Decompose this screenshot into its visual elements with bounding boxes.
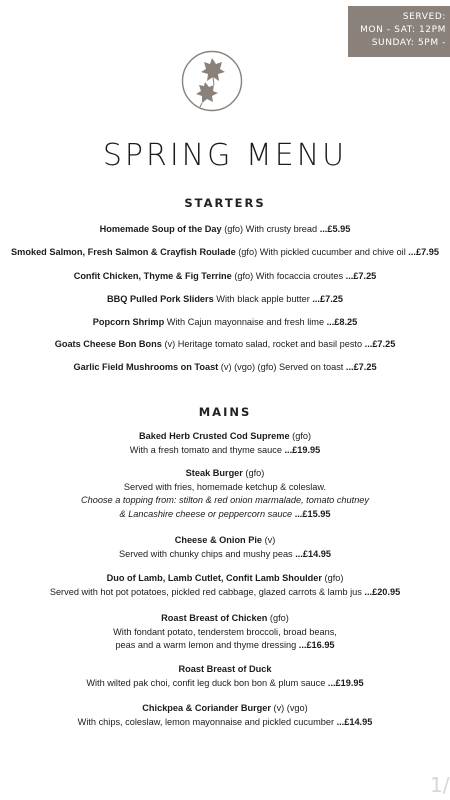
main-item-name [0, 534, 450, 547]
main-item-description [0, 716, 450, 729]
dish-description: Choose a topping from: stilton & red onion marmalade, tomato chutney [80, 495, 370, 505]
main-item-name [0, 702, 450, 715]
dish-description: & Lancashire cheese or peppercorn sauce [119, 508, 295, 519]
dish-description: With Cajun mayonnaise and fresh lime [166, 317, 327, 327]
dish-price: ...£7.25 [312, 294, 343, 304]
dish-name: Cheese & Onion Pie [174, 535, 263, 545]
dish-name: Duo of Lamb, Lamb Cutlet, Confit Lamb Shoulder [106, 573, 322, 583]
dietary-tags: (v) (vgo) [270, 703, 308, 713]
dish-price: ...£19.95 [284, 444, 321, 455]
dish-description: Served with fries, homemade ketchup & coleslaw. [123, 481, 327, 492]
dish-price: ...£16.95 [298, 640, 335, 650]
dish-description: With black apple butter [216, 294, 313, 304]
dish-description: With crusty bread [245, 224, 320, 234]
main-item-name [0, 467, 450, 480]
starter-item [0, 316, 450, 329]
starters-heading: STARTERS [184, 196, 266, 210]
dish-description: With fondant potato, tenderstem broccoli, broad beans, [113, 626, 337, 637]
dish-description: Served with chunky chips and mushy peas [119, 548, 296, 559]
starter-item [0, 293, 450, 306]
dish-price: ...£15.95 [294, 508, 331, 519]
dish-description: With a fresh tomato and thyme sauce [129, 444, 285, 455]
dietary-tags: (gfo) [321, 573, 344, 583]
dish-name: Chickpea & Coriander Burger [142, 703, 271, 713]
dish-price: ...£7.25 [345, 362, 377, 372]
dish-name: Homemade Soup of the Day [99, 224, 222, 234]
dish-name: Goats Cheese Bon Bons [54, 339, 162, 349]
dish-price: ...£7.25 [345, 271, 377, 281]
dish-price: ...£7.95 [408, 247, 439, 257]
dish-name: Baked Herb Crusted Cod Supreme [138, 431, 290, 441]
menu-title: SPRING MENU [102, 138, 348, 173]
main-item-description [0, 481, 450, 494]
served-weekday-hours: MON - SAT: 12PM [360, 25, 446, 35]
main-item-description [0, 494, 450, 507]
dish-description: With focaccia croutes [255, 271, 346, 281]
starter-item [0, 338, 450, 351]
dish-description: With chips, coleslaw, lemon mayonnaise and pickled cucumber [77, 716, 337, 727]
main-item-description [0, 548, 450, 561]
dish-name: Smoked Salmon, Fresh Salmon & Crayfish Roulade [11, 247, 236, 257]
dish-price: ...£8.25 [326, 317, 358, 327]
dish-price: ...£19.95 [327, 677, 364, 688]
dish-name: Confit Chicken, Thyme & Fig Terrine [73, 271, 232, 281]
starter-item [0, 270, 450, 283]
served-hours-box [348, 6, 450, 57]
dietary-tags: (gfo) [221, 224, 246, 234]
dish-description: Served on toast [279, 362, 346, 372]
leaves-logo-icon [181, 50, 243, 112]
dish-description: Served with hot pot potatoes, pickled red cabbage, glazed carrots & lamb jus [49, 586, 365, 597]
served-heading: SERVED: [402, 12, 446, 22]
main-item-name [0, 612, 450, 625]
dish-name: Popcorn Shrimp [92, 317, 165, 327]
dietary-tags: (gfo) [231, 271, 256, 281]
starter-item [0, 246, 450, 259]
dietary-tags: (v) [262, 535, 276, 545]
served-sunday-hours: SUNDAY: 5PM - [371, 38, 446, 48]
dish-description: peas and a warm lemon and thyme dressing [115, 640, 299, 650]
dish-price: ...£20.95 [364, 586, 401, 597]
dietary-tags: (gfo) [242, 468, 265, 478]
main-item-description [0, 639, 450, 652]
dietary-tags: (v) [161, 339, 178, 349]
dietary-tags: (gfo) [235, 247, 260, 257]
dish-description: With pickled cucumber and chive oil [259, 247, 409, 257]
dish-name: Roast Breast of Duck [178, 664, 272, 674]
dish-name: Garlic Field Mushrooms on Toast [73, 362, 219, 372]
dietary-tags: (gfo) [289, 431, 312, 441]
page-indicator: 1/ [430, 773, 450, 797]
dish-price: ...£5.95 [319, 224, 351, 234]
starter-item [0, 361, 450, 374]
mains-heading: MAINS [198, 405, 252, 419]
main-item-description [0, 586, 450, 599]
starter-item [0, 223, 450, 236]
dish-price: ...£14.95 [336, 716, 373, 727]
main-item-name [0, 663, 450, 676]
dish-price: ...£14.95 [295, 548, 331, 559]
dish-name: Roast Breast of Chicken [161, 613, 268, 623]
dish-price: ...£7.25 [364, 339, 396, 349]
main-item-name [0, 572, 450, 585]
dish-name: BBQ Pulled Pork Sliders [107, 294, 214, 304]
main-item-description [0, 677, 450, 690]
main-item-description [0, 626, 450, 639]
main-item-description [0, 508, 450, 521]
dietary-tags: (gfo) [267, 613, 289, 623]
dish-description: With wilted pak choi, confit leg duck bon bon & plum sauce [86, 677, 328, 688]
dietary-tags: (v) (vgo) (gfo) [218, 362, 279, 372]
dish-name: Steak Burger [185, 468, 243, 478]
main-item-description [0, 444, 450, 457]
main-item-name [0, 430, 450, 443]
dish-description: Heritage tomato salad, rocket and basil pesto [177, 339, 365, 349]
